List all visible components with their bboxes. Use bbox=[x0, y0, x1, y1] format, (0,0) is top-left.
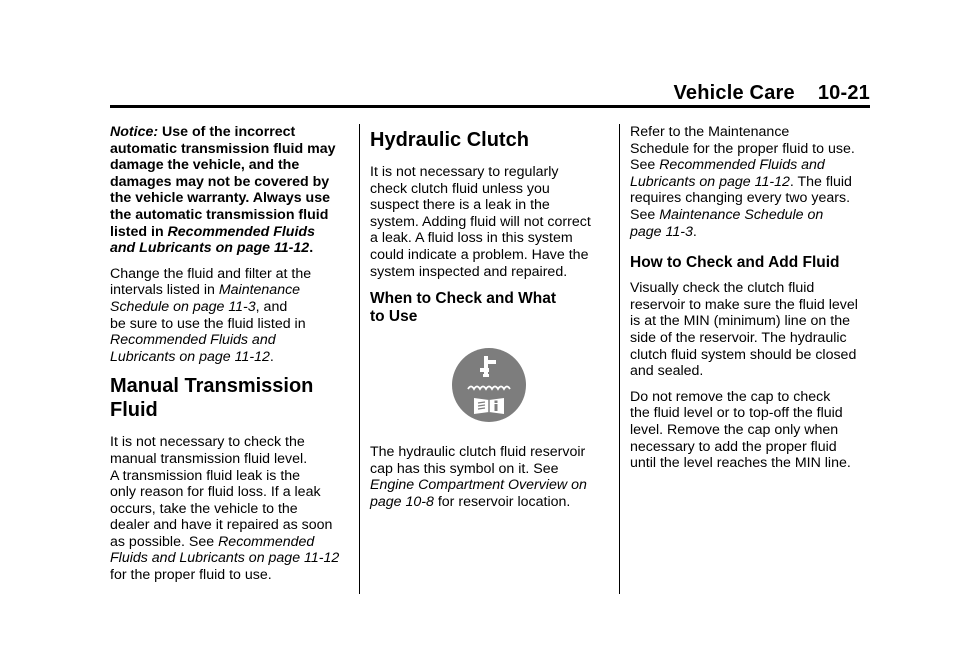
text-run: damages may not be covered by bbox=[110, 173, 330, 190]
text-line bbox=[370, 247, 606, 264]
text-run: It is not necessary to regularly bbox=[370, 164, 559, 180]
text-line bbox=[630, 174, 870, 191]
text-run: reservoir to make sure the fluid level bbox=[630, 296, 858, 313]
manual-transmission-heading: Manual Transmission Fluid bbox=[110, 375, 314, 422]
text-line bbox=[370, 230, 606, 247]
text-line bbox=[370, 494, 606, 511]
cross-reference-link[interactable]: Lubricants on page 11-12 bbox=[110, 348, 270, 365]
visual-check-paragraph bbox=[630, 280, 870, 380]
text-line bbox=[110, 501, 350, 518]
cross-reference-link[interactable]: Recommended Fluids and bbox=[659, 157, 825, 174]
text-line bbox=[110, 174, 350, 191]
text-run: Refer to the Maintenance bbox=[630, 124, 790, 140]
page-title: Vehicle Care 10-21 bbox=[673, 82, 870, 104]
text-run: Visually check the clutch fluid bbox=[630, 280, 815, 297]
notice-label: Notice: bbox=[110, 124, 159, 140]
text-line bbox=[370, 264, 606, 281]
notice-paragraph bbox=[110, 124, 350, 257]
text-run: It is not necessary to check the bbox=[110, 434, 305, 451]
text-run: the fluid level or to top-off the fluid bbox=[630, 405, 843, 422]
text-run: until the level reaches the MIN line. bbox=[630, 455, 851, 472]
text-line bbox=[370, 477, 606, 494]
cross-reference-link[interactable]: Recommended Fluids bbox=[167, 223, 315, 240]
text-run: for reservoir location. bbox=[433, 493, 571, 510]
text-run: See bbox=[630, 206, 660, 223]
text-line bbox=[630, 363, 870, 380]
text-line bbox=[110, 240, 350, 257]
cross-reference-link[interactable]: Maintenance Schedule on bbox=[659, 206, 824, 223]
text-line bbox=[630, 157, 870, 174]
refer-paragraph bbox=[630, 124, 870, 240]
text-line bbox=[630, 190, 870, 207]
text-run: manual transmission fluid level. bbox=[110, 450, 308, 467]
text-line bbox=[110, 124, 350, 141]
page-header bbox=[110, 82, 870, 106]
cross-reference-link[interactable]: Recommended Fluids and bbox=[110, 332, 276, 349]
text-line bbox=[110, 207, 350, 224]
text-run: as possible. See bbox=[110, 533, 219, 550]
text-line bbox=[110, 224, 350, 241]
text-line bbox=[630, 313, 870, 330]
cross-reference-link[interactable]: page 10-8 bbox=[370, 493, 434, 510]
text-run: suspect there is a leak in the bbox=[370, 197, 550, 214]
text-run: check clutch fluid unless you bbox=[370, 180, 550, 197]
text-run: necessary to add the proper fluid bbox=[630, 438, 837, 455]
text-run: could indicate a problem. Have the bbox=[370, 246, 589, 263]
text-line bbox=[110, 534, 350, 551]
text-run: Use of the incorrect bbox=[158, 124, 296, 140]
text-run: a leak. A fluid loss in this system bbox=[370, 230, 573, 247]
text-run: occurs, take the vehicle to the bbox=[110, 500, 298, 517]
text-line bbox=[370, 164, 606, 181]
text-line bbox=[110, 451, 350, 468]
text-line bbox=[370, 181, 606, 198]
text-run: Do not remove the cap to check bbox=[630, 388, 831, 405]
text-line bbox=[630, 347, 870, 364]
text-line bbox=[630, 297, 870, 314]
text-line bbox=[110, 157, 350, 174]
cross-reference-link[interactable]: page 11-3 bbox=[630, 223, 693, 240]
cross-reference-link[interactable]: Recommended bbox=[218, 533, 315, 550]
manual-transmission-paragraph bbox=[110, 434, 350, 583]
text-line bbox=[110, 299, 350, 316]
text-line bbox=[110, 282, 350, 299]
text-line bbox=[630, 280, 870, 297]
column-divider bbox=[619, 124, 620, 594]
text-run: dealer and have it repaired as soon bbox=[110, 517, 333, 534]
text-run: . bbox=[692, 223, 697, 240]
text-run: See bbox=[630, 157, 660, 174]
hydraulic-clutch-intro bbox=[370, 164, 606, 280]
text-line bbox=[630, 389, 870, 406]
when-to-check-heading: When to Check and What to Use bbox=[370, 290, 556, 326]
text-line bbox=[630, 207, 870, 224]
text-line bbox=[370, 197, 606, 214]
text-line bbox=[630, 439, 870, 456]
text-line bbox=[110, 567, 350, 584]
text-line bbox=[630, 124, 870, 141]
cross-reference-link[interactable]: Maintenance bbox=[218, 282, 301, 299]
text-run: , and bbox=[255, 298, 288, 315]
text-run: . bbox=[309, 240, 314, 257]
cross-reference-link[interactable]: Schedule on page 11-3 bbox=[110, 298, 256, 315]
text-run: clutch fluid system should be closed bbox=[630, 346, 857, 363]
text-line bbox=[110, 434, 350, 451]
text-line bbox=[110, 517, 350, 534]
text-run: requires changing every two years. bbox=[630, 190, 851, 207]
text-line bbox=[630, 141, 870, 158]
text-line bbox=[630, 405, 870, 422]
text-run: The hydraulic clutch fluid reservoir bbox=[370, 444, 586, 461]
text-run: and sealed. bbox=[630, 363, 704, 380]
column-divider bbox=[359, 124, 360, 594]
cross-reference-link[interactable]: Fluids and Lubricants on page 11-12 bbox=[110, 550, 340, 567]
text-run: is at the MIN (minimum) line on the bbox=[630, 313, 850, 330]
cross-reference-link[interactable]: Engine Compartment Overview on bbox=[370, 477, 587, 494]
text-run: for the proper fluid to use. bbox=[110, 567, 272, 584]
cross-reference-link[interactable]: and Lubricants on page 11-12 bbox=[110, 240, 310, 257]
text-line bbox=[110, 349, 350, 366]
text-run: only reason for fluid loss. If a leak bbox=[110, 484, 321, 501]
text-line bbox=[630, 224, 870, 241]
text-line bbox=[370, 444, 606, 461]
text-run: . bbox=[269, 348, 274, 365]
text-line bbox=[110, 190, 350, 207]
text-line bbox=[110, 332, 350, 349]
cross-reference-link[interactable]: Lubricants on page 11-12 bbox=[630, 173, 790, 190]
hydraulic-clutch-heading: Hydraulic Clutch bbox=[370, 129, 529, 151]
text-run: system inspected and repaired. bbox=[370, 263, 568, 280]
text-line bbox=[110, 468, 350, 485]
text-run: Change the fluid and filter at the bbox=[110, 265, 312, 282]
text-run: . The fluid bbox=[789, 173, 852, 190]
do-not-remove-paragraph bbox=[630, 389, 870, 472]
text-run: side of the reservoir. The hydraulic bbox=[630, 329, 847, 346]
clutch-fluid-reservoir-icon bbox=[450, 346, 528, 424]
text-line bbox=[370, 214, 606, 231]
text-run: system. Adding fluid will not correct bbox=[370, 213, 591, 230]
text-line bbox=[110, 141, 350, 158]
text-run: Schedule for the proper fluid to use. bbox=[630, 140, 855, 157]
text-run: cap has this symbol on it. See bbox=[370, 460, 559, 477]
symbol-figure bbox=[370, 346, 606, 424]
column-right bbox=[630, 124, 870, 481]
text-line bbox=[110, 316, 350, 333]
text-line bbox=[110, 266, 350, 283]
text-run: automatic transmission fluid may bbox=[110, 140, 336, 157]
change-fluid-paragraph bbox=[110, 266, 350, 366]
text-run: A transmission fluid leak is the bbox=[110, 467, 301, 484]
text-line bbox=[630, 330, 870, 347]
text-run: the vehicle warranty. Always use bbox=[110, 190, 331, 207]
text-run: damage the vehicle, and the bbox=[110, 157, 300, 174]
text-run: listed in bbox=[110, 223, 168, 240]
symbol-paragraph bbox=[370, 444, 606, 510]
text-line bbox=[630, 455, 870, 472]
text-line bbox=[110, 484, 350, 501]
text-run: level. Remove the cap only when bbox=[630, 421, 839, 438]
text-run: intervals listed in bbox=[110, 282, 219, 299]
header-rule bbox=[110, 105, 870, 108]
text-line bbox=[110, 550, 350, 567]
column-left bbox=[110, 124, 350, 593]
text-line bbox=[370, 461, 606, 478]
text-run: be sure to use the fluid listed in bbox=[110, 315, 306, 332]
text-line bbox=[630, 422, 870, 439]
column-middle bbox=[370, 124, 606, 520]
how-to-check-heading: How to Check and Add Fluid bbox=[630, 254, 840, 272]
text-run: the automatic transmission fluid bbox=[110, 206, 329, 223]
